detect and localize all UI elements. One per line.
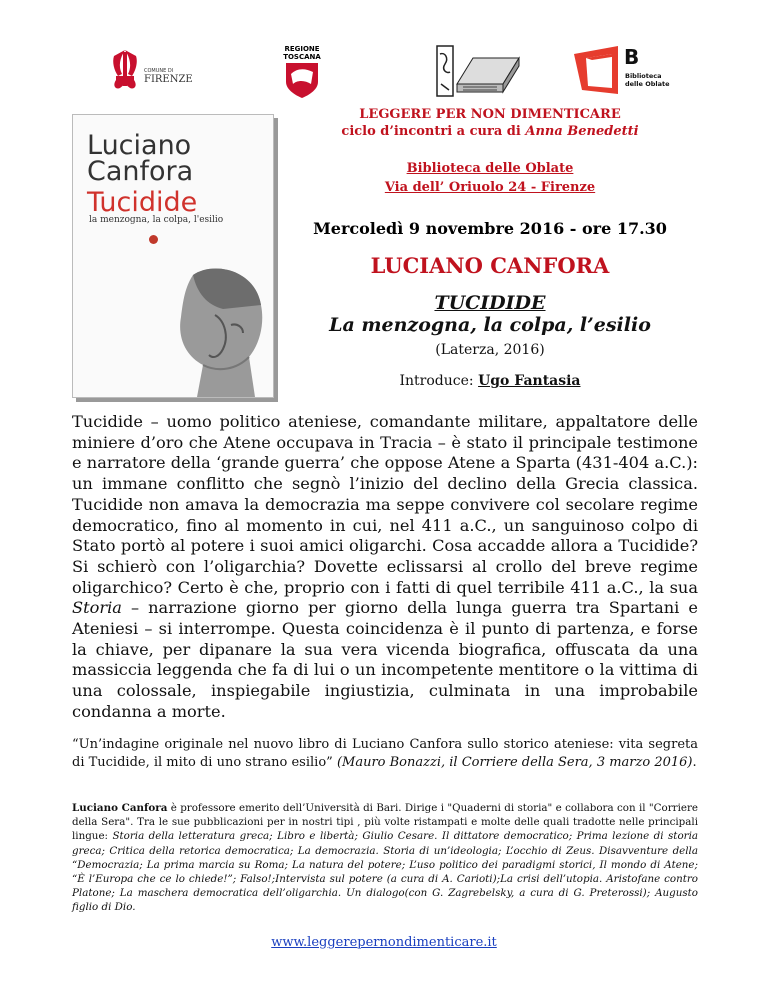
event-date: Mercoledì 9 novembre 2016 - ore 17.30	[313, 219, 667, 238]
firenze-label: FIRENZE	[144, 74, 193, 85]
quote-end: .	[692, 754, 697, 770]
comune-label: COMUNE DI	[144, 68, 174, 74]
main-paragraph-start: Tucidide – uomo politico ateniese, comandante militare, appaltatore delle miniere d’oro che Atene occupava in Tracia – è stato il principale testimone e narratore della ‘grande guerra’ che oppose Atene a Sparta (431-404 a.C.): un immane conflitto che segnò l’inizio del declino della Grecia classica. Tucidide non amava la democrazia ma seppe convivere col secolare regime democratico, fino al momento in cui, nel 411 a.C., un sanguinoso colpo di Stato portò al potere i suoi amici oligarchi. Cosa accadde allora a Tucidide? Si schierò con l’oligarchia? Dovette eclissarsi al crollo del breve regime oligarchico? Certo è che, proprio con i fatti di quel terribile 411 a.C., la sua	[72, 412, 698, 597]
book-cover	[72, 114, 274, 398]
oblate-label-1: Biblioteca	[625, 72, 662, 80]
oblate-label-2: delle Oblate	[625, 80, 670, 88]
storia-italic: Storia	[72, 598, 122, 618]
regione-toscana-logo	[277, 44, 327, 100]
introducer-label: Introduce:	[399, 373, 474, 389]
book-title: TUCIDIDE	[434, 292, 546, 314]
speaker-name: LUCIANO CANFORA	[370, 253, 610, 278]
cover-author-last: Canfora	[87, 156, 194, 187]
address-link[interactable]: Via dell’ Oriuolo 24 - Firenze	[384, 180, 596, 195]
bio-name: Luciano Canfora	[72, 802, 168, 814]
cycle-line	[290, 124, 690, 139]
oblate-b-letter: B	[624, 45, 640, 69]
comune-firenze-logo	[108, 46, 193, 94]
press-quote	[72, 736, 698, 771]
introducer-name: Ugo Fantasia	[478, 373, 581, 389]
toscana-label: TOSCANA	[283, 53, 321, 61]
bio-works: Storia della letteratura greca; Libro e libertà; Giulio Cesare. Il dittatore democratico; Prima lezione di storia greca; Critica della retorica democratica; La democrazia. Storia di un’ideologia; L’occhio di Zeus. Disavventure della “Democrazia; La prima marcia su Roma; La natura del potere; L’uso politico dei paradigmi storici, Il mondo di Atene; “È l’Europa che ce lo chiede!”; Falso!;Intervista sul potere (a cura di A. Carioti);La crisi dell’utopia. Aristofane contro Platone; La maschera democratica dell’oligarchia. Un dialogo(con G. Zagrebelsky, a cura di G. Preterossi); Augusto figlio di Dio.	[72, 830, 698, 914]
introducer-line	[290, 373, 690, 389]
cycle-prefix: ciclo d’incontri a cura di	[341, 124, 521, 139]
books-logo	[433, 44, 523, 100]
series-title: LEGGERE PER NON DIMENTICARE	[359, 107, 621, 122]
quote-text: “Un’indagine originale nel nuovo libro di Luciano Canfora sullo storico ateniese: vita segreta di Tucidide, il mito di uno strano esilio”	[72, 737, 698, 770]
cover-author	[87, 130, 194, 187]
biblioteca-oblate-logo	[572, 44, 670, 100]
author-bio	[72, 801, 698, 915]
main-paragraph-end: – narrazione giorno per giorno della lunga guerra tra Spartani e Ateniesi – si interrompe. Questa coincidenza è il punto di partenza, e forse la chiave, per dipanare la sua vera vicenda biografica, offuscata da una massiccia leggenda che fa di lui o un incompetente mentitore o la vittima di una colossale, inspiegabile ingiustizia, culminata in una improbabile condanna a morte.	[72, 598, 698, 721]
quote-source: (Mauro Bonazzi, il Corriere della Sera, 3 marzo 2016)	[336, 754, 693, 770]
cover-subtitle: la menzogna, la colpa, l'esilio	[89, 215, 224, 225]
statue-head-image	[163, 265, 273, 397]
cover-title: Tucidide	[87, 187, 198, 218]
main-paragraph	[72, 412, 698, 723]
regione-label: REGIONE	[284, 45, 320, 53]
book-subtitle: La menzogna, la colpa, l’esilio	[329, 314, 651, 336]
publisher: (Laterza, 2016)	[435, 342, 545, 358]
cover-author-first: Luciano	[87, 130, 192, 161]
venue-link[interactable]: Biblioteca delle Oblate	[406, 161, 574, 176]
curator-name: Anna Benedetti	[525, 124, 639, 139]
bio-intro: è professore emerito dell’Università di Bari. Dirige i "Quaderni di storia" e collabora con il "Corriere della Sera". Tra le sue pubblicazioni per in nostri tipi , più volte ristampati e molte delle quali tradotte nelle principali lingue:	[72, 802, 698, 843]
publisher-mark-icon	[149, 235, 158, 244]
website-link[interactable]: www.leggerepernondimenticare.it	[271, 935, 497, 950]
